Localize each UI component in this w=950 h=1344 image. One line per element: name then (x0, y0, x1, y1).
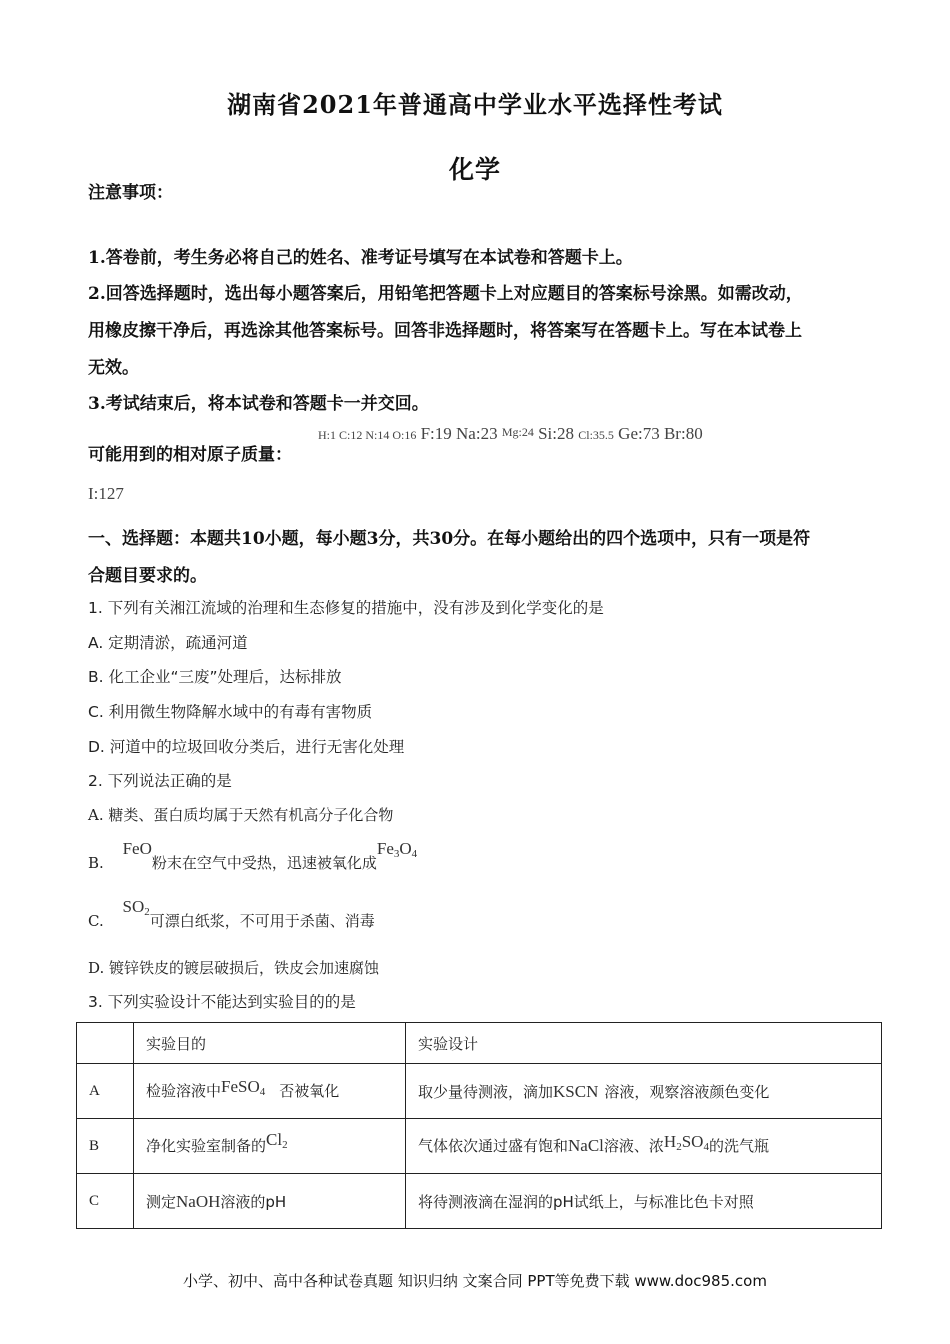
q3-stem: 3. 下列实验设计不能达到实验目的的是 (88, 993, 356, 1011)
table-row (77, 1064, 882, 1119)
row-key: A (77, 1064, 134, 1119)
experiment-table (76, 1022, 882, 1229)
q1-option-d: D. 河道中的垃圾回收分类后，进行无害化处理 (88, 738, 405, 756)
row-a-design-pre: 取少量待测液，滴加 (418, 1082, 554, 1101)
q2-option-d: D. 镀锌铁皮的镀层破损后，铁皮会加速腐蚀 (88, 959, 380, 977)
notice-item-1: 1.答卷前，考生务必将自己的姓名、准考证号填写在本试卷和答题卡上。 (88, 248, 633, 268)
row-a-purpose-post: 否被氧化 (279, 1082, 340, 1100)
row-a-purpose-pre: 检验溶液中 (146, 1082, 222, 1100)
h2so4-h: H (663, 1132, 677, 1151)
notice-item-3: 3.考试结束后，将本试卷和答题卡一并交回。 (88, 394, 429, 414)
fe3o4-sub-4: 4 (411, 848, 418, 860)
feo-formula: FeO (122, 839, 152, 858)
h2so4-formula (664, 1132, 709, 1151)
notice-heading: 注意事项： (88, 183, 173, 203)
q2-option-c-label: C. (88, 912, 104, 930)
row-b-design (406, 1119, 882, 1174)
q1-option-a: A. 定期清淤，疏通河道 (88, 634, 248, 652)
table-row (77, 1174, 882, 1229)
page-footer: 小学、初中、高中各种试卷真题 知识归纳 文案合同 PPT等免费下载 www.doc985.com (183, 1272, 767, 1290)
row-a-design (406, 1064, 882, 1119)
feso4-main: FeSO (221, 1077, 260, 1096)
row-b-design-post: 的洗气瓶 (708, 1137, 769, 1155)
q1-stem: 1. 下列有关湘江流域的治理和生态修复的措施中，没有涉及到化学变化的是 (88, 599, 604, 617)
row-key: C (77, 1174, 134, 1229)
section-1-line-1: 一、选择题：本题共10小题，每小题3分，共30分。在每小题给出的四个选项中，只有一项是符 (88, 529, 811, 549)
cl2-formula (266, 1130, 288, 1149)
so2-sub: 2 (144, 906, 150, 918)
atomic-mass-cl: Cl:35.5 (578, 428, 614, 442)
atomic-mass-label: 可能用到的相对原子质量： (88, 445, 292, 465)
q2-option-c-text: 可漂白纸浆，不可用于杀菌、消毒 (149, 912, 375, 930)
header-purpose: 实验目的 (134, 1023, 406, 1064)
row-c-purpose (134, 1174, 406, 1229)
feso4-formula (221, 1077, 265, 1096)
q2-option-b-text: 粉末在空气中受热，迅速被氧化成 (151, 854, 377, 872)
table-row (77, 1119, 882, 1174)
nacl-formula: NaCl (568, 1136, 604, 1155)
fe3o4-fe: Fe (376, 839, 394, 858)
q2-option-b-label: B. (88, 854, 104, 872)
q2-option-b (88, 839, 418, 874)
row-c-purpose-pre: 测定 (146, 1192, 177, 1211)
row-a-design-post: 溶液，观察溶液颜色变化 (604, 1082, 770, 1101)
naoh-formula: NaOH (176, 1191, 221, 1211)
atomic-mass-mg: Mg:24 (501, 425, 534, 439)
h2so4-sub-4: 4 (703, 1141, 709, 1153)
cl2-main: Cl (266, 1130, 283, 1149)
table-cell (77, 1023, 134, 1064)
notice-item-2-line-1: 2.回答选择题时，选出每小题答案后，用铅笔把答题卡上对应题目的答案标号涂黑。如需改动， (88, 284, 803, 304)
fe3o4-o: O (399, 839, 412, 858)
fe3o4-sub-3: 3 (393, 848, 400, 860)
atomic-mass-small: H:1 C:12 N:14 O:16 (318, 428, 417, 442)
row-c-purpose-post: 溶液的pH (220, 1192, 287, 1211)
exam-title: 湖南省2021年普通高中学业水平选择性考试 (227, 90, 723, 119)
row-key: B (77, 1119, 134, 1174)
q1-option-b: B. 化工企业“三废”处理后，达标排放 (88, 668, 342, 686)
so2-formula (123, 897, 150, 916)
atomic-mass-si: Si:28 (538, 424, 574, 443)
h2so4-so: SO (681, 1132, 704, 1151)
atomic-mass-large: F:19 Na:23 (420, 424, 498, 443)
feso4-sub: 4 (259, 1086, 266, 1098)
q2-stem: 2. 下列说法正确的是 (88, 772, 232, 790)
atomic-mass-rest: Ge:73 Br:80 (618, 424, 703, 443)
row-c-design: 将待测液滴在湿润的pH试纸上，与标准比色卡对照 (406, 1174, 882, 1229)
notice-item-2-line-3: 无效。 (88, 358, 139, 378)
table-header-row (77, 1023, 882, 1064)
atomic-mass-i: I:127 (88, 484, 124, 503)
subject-title: 化学 (448, 155, 501, 184)
q2-option-a: A. 糖类、蛋白质均属于天然有机高分子化合物 (88, 806, 394, 824)
q1-option-c: C. 利用微生物降解水域中的有毒有害物质 (88, 703, 373, 721)
row-b-design-mid: 溶液、浓 (603, 1137, 664, 1155)
row-b-purpose-pre: 净化实验室制备的 (146, 1137, 267, 1155)
row-b-purpose (134, 1119, 406, 1174)
cl2-sub: 2 (282, 1139, 288, 1151)
h2so4-sub-2: 2 (676, 1141, 682, 1153)
q2-option-c (88, 897, 375, 932)
section-1-line-2: 合题目要求的。 (88, 566, 207, 586)
notice-item-2-line-2: 用橡皮擦干净后，再选涂其他答案标号。回答非选择题时，将答案写在答题卡上。写在本试卷上 (88, 321, 802, 341)
kscn-formula: KSCN (553, 1081, 599, 1101)
header-design: 实验设计 (406, 1023, 882, 1064)
so2-main: SO (122, 897, 145, 916)
row-a-purpose (134, 1064, 406, 1119)
atomic-mass-list (318, 424, 703, 444)
fe3o4-formula (377, 839, 417, 858)
row-b-design-pre: 气体依次通过盛有饱和 (418, 1137, 569, 1155)
